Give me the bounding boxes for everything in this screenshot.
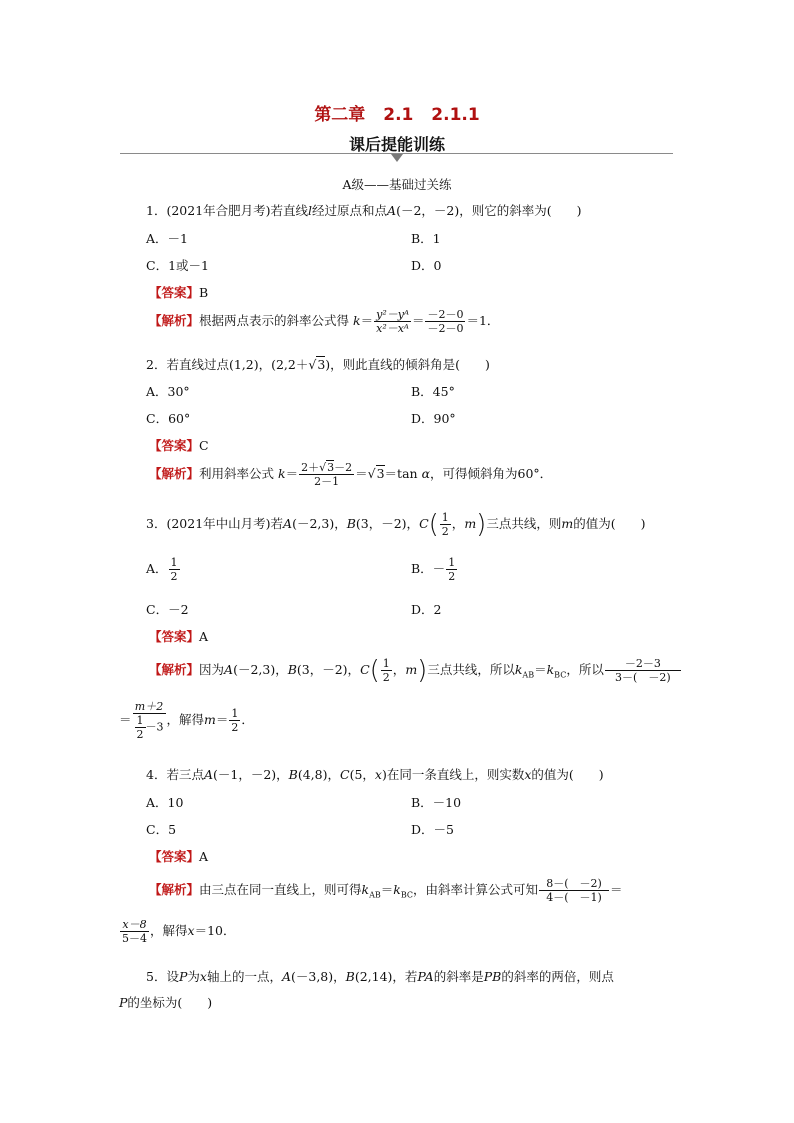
question-4-option-a: A．10 (146, 795, 184, 810)
question-1-analysis: 【解析】根据两点表示的斜率公式得 k＝ $\frac{\text{y²－yᴬ}}{\text{x²－xᴬ}}$ ＝ $\frac{-2-0}{-2-0}$ ＝1． (149, 308, 500, 335)
question-2-option-b: B．45° (411, 384, 455, 399)
fraction: $\frac{2+√3-2}{2-1}$ (301, 461, 353, 488)
question-3-stem: 3．(2021年中山月考)若A(－2,3)，B(3，－2)，C( $\frac{1}{2}$ ，m)三点共线，则m的值为( ) (146, 509, 646, 540)
fraction: $\frac{-2-0}{-2-0}$ (427, 308, 464, 335)
section-label: 2.1 (383, 105, 414, 125)
question-3-analysis-line-1: 【解析】因为A(－2,3)，B(3，－2)，C( $\frac{1}{2}$ ，m)三点共线，所以$k_{AB}=k_{BC}$，所以 $\frac{-2-3}{3-( -2)}$ (149, 657, 682, 684)
question-3-answer: 【答案】A (149, 629, 209, 644)
question-5-stem-line-1: 5．设P为x轴上的一点，A(－3,8)，B(2,14)，若PA的斜率是PB的斜率的两倍，则点 (146, 969, 614, 984)
question-3-analysis-line-2: ＝ m＋2 $\frac{1}{2}$ －3 ，解得m＝ $\frac{1}{2}$ ． (119, 700, 254, 741)
question-4-stem: 4．若三点A(－1，－2)，B(4,8)，C(5，x)在同一条直线上，则实数x的值为( ) (146, 767, 604, 782)
question-3-option-a: A． $\frac{1}{2}$ (146, 556, 178, 583)
chapter-title (0, 100, 794, 125)
question-4-analysis-line-1: 【解析】由三点在同一直线上，则可得$k_{AB}=k_{BC}$，由斜率计算公式可知 $\frac{8-( -2)}{4-( -1)}$ ＝ (149, 877, 623, 904)
question-4-analysis-line-2: $\frac{x-8}{5-4}$ ，解得x＝10． (122, 918, 236, 945)
question-1-option-d: D．0 (411, 258, 442, 273)
question-2-option-a: A．30° (146, 384, 190, 399)
question-4-option-c: C．5 (146, 822, 177, 837)
question-1-option-c: C．1或－1 (146, 258, 209, 273)
question-3-option-c: C．－2 (146, 602, 189, 617)
question-4-answer: 【答案】A (149, 849, 209, 864)
question-1-option-a: A．－1 (146, 231, 188, 246)
question-1-stem: 1．(2021年合肥月考)若直线l经过原点和点A(－2，－2)，则它的斜率为( ) (146, 203, 582, 218)
question-2-stem: 2．若直线过点(1,2)，(2,2＋√3)，则此直线的倾斜角是( ) (146, 357, 490, 372)
question-1-answer: 【答案】B (149, 285, 209, 300)
question-2-option-d: D．90° (411, 411, 456, 426)
chapter-label: 第二章 (314, 105, 366, 125)
subsection-label: 2.1.1 (431, 105, 480, 125)
question-2-analysis: 【解析】利用斜率公式 k＝ $\frac{2+√3-2}{2-1}$ ＝√3＝tan α，可得倾斜角为60°． (149, 461, 553, 488)
question-3-option-d: D．2 (411, 602, 442, 617)
question-4-option-d: D．－5 (411, 822, 454, 837)
question-1-option-b: B．1 (411, 231, 441, 246)
page-subtitle: 课后提能训练 (348, 135, 445, 154)
question-3-option-b: B．－ $\frac{1}{2}$ (411, 556, 456, 583)
question-4-option-b: B．－10 (411, 795, 462, 810)
question-2-answer: 【答案】C (149, 438, 209, 453)
fraction: $\frac{\text{y²－yᴬ}}{\text{x²－xᴬ}}$ (376, 308, 409, 335)
question-2-option-c: C．60° (146, 411, 191, 426)
level-heading: A级——基础过关练 (342, 177, 452, 192)
down-triangle-icon (391, 154, 403, 162)
question-5-stem-line-2: P的坐标为( ) (119, 995, 213, 1010)
fraction: $\frac{1}{2}$ (441, 511, 449, 538)
